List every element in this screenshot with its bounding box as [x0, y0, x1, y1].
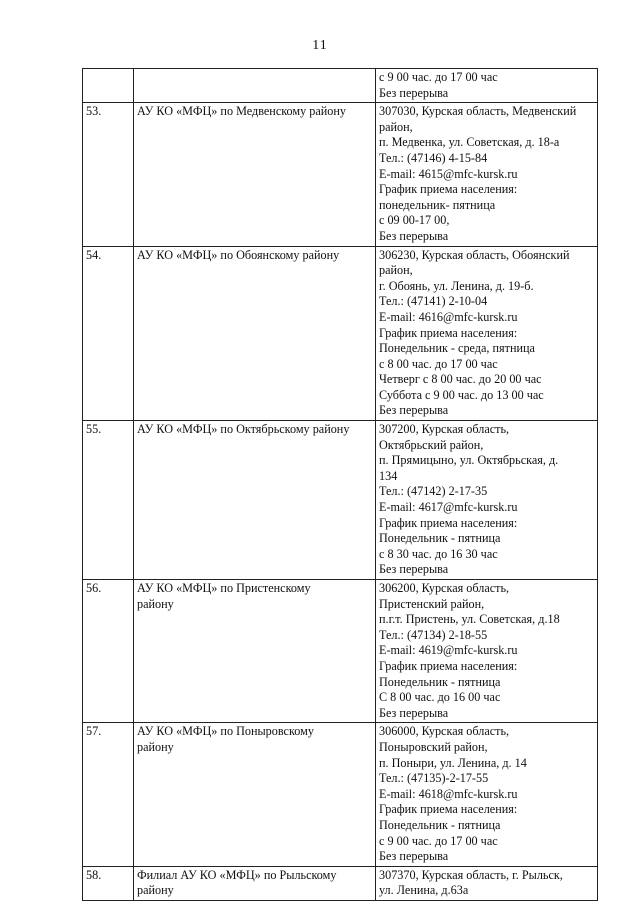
- office-contact-cell: [376, 103, 598, 246]
- office-name-cell: [134, 246, 376, 421]
- office-contact-line: Тел.: (47141) 2-10-04: [379, 294, 488, 309]
- office-name-cell: [134, 69, 376, 103]
- office-contact-line: с 09 00-17 00,: [379, 213, 450, 228]
- table-row: [83, 69, 598, 103]
- office-contact-line: с 8 00 час. до 17 00 час: [379, 356, 498, 371]
- office-contact-line: район,: [379, 263, 413, 278]
- office-contact-line: район,: [379, 119, 413, 134]
- office-name-line: АУ КО «МФЦ» по Медвенскому району: [137, 104, 346, 119]
- office-name-cell: [134, 866, 376, 900]
- office-contact-line: Тел.: (47142) 2-17-35: [379, 484, 488, 499]
- mfc-offices-table: [82, 68, 598, 901]
- office-contact-line: Без перерыва: [379, 228, 449, 243]
- row-number-cell: 56.: [83, 580, 134, 723]
- office-contact-line: Без перерыва: [379, 85, 449, 100]
- office-contact-line: п. Поныри, ул. Ленина, д. 14: [379, 755, 527, 770]
- office-contact-line: Тел.: (47134) 2-18-55: [379, 627, 488, 642]
- office-contact-line: 307200, Курская область,: [379, 422, 510, 437]
- office-contact-cell: [376, 421, 598, 580]
- table-body: [83, 69, 598, 901]
- office-contact-line: Октябрьский район,: [379, 437, 484, 452]
- office-name-cell: [134, 580, 376, 723]
- office-contact-line: Понедельник - среда, пятница: [379, 341, 535, 356]
- office-contact-line: График приема населения:: [379, 182, 518, 197]
- office-contact-line: График приема населения:: [379, 658, 518, 673]
- office-contact-line: С 8 00 час. до 16 00 час: [379, 690, 501, 705]
- office-contact-line: понедельник- пятница: [379, 197, 496, 212]
- row-number-cell: 58.: [83, 866, 134, 900]
- office-contact-line: п. Медвенка, ул. Советская, д. 18-а: [379, 135, 560, 150]
- office-contact-line: Поныровский район,: [379, 739, 488, 754]
- office-contact-cell: [376, 69, 598, 103]
- office-name-line: АУ КО «МФЦ» по Обоянскому району: [137, 247, 340, 262]
- office-contact-line: E-mail: 4616@mfc-kursk.ru: [379, 309, 518, 324]
- office-contact-line: Без перерыва: [379, 705, 449, 720]
- row-number-cell: 54.: [83, 246, 134, 421]
- office-contact-line: 306200, Курская область,: [379, 581, 510, 595]
- office-contact-line: Понедельник - пятница: [379, 674, 501, 689]
- office-name-line: АУ КО «МФЦ» по Октябрьскому району: [137, 422, 350, 437]
- office-name-line: АУ КО «МФЦ» по Поныровскому: [137, 724, 314, 739]
- table-row: [83, 103, 598, 246]
- office-contact-line: 306230, Курская область, Обоянский: [379, 247, 570, 262]
- table-row: [83, 246, 598, 421]
- office-contact-line: с 8 30 час. до 16 30 час: [379, 546, 498, 561]
- office-contact-line: График приема населения:: [379, 802, 518, 817]
- office-name-line: АУ КО «МФЦ» по Пристенскому: [137, 581, 311, 595]
- office-contact-line: п. Прямицыно, ул. Октябрьская, д.: [379, 453, 559, 468]
- office-contact-line: 307030, Курская область, Медвенский: [379, 104, 577, 119]
- office-contact-line: Понедельник - пятница: [379, 531, 501, 546]
- office-contact-line: 307370, Курская область, г. Рыльск,: [379, 867, 563, 882]
- table-row: [83, 866, 598, 900]
- office-contact-line: E-mail: 4615@mfc-kursk.ru: [379, 166, 518, 181]
- row-number-cell: 53.: [83, 103, 134, 246]
- office-name-line: району: [137, 739, 174, 754]
- office-name-cell: [134, 103, 376, 246]
- office-contact-cell: [376, 580, 598, 723]
- office-contact-cell: [376, 246, 598, 421]
- office-contact-line: Без перерыва: [379, 403, 449, 418]
- office-contact-line: 306000, Курская область,: [379, 724, 510, 739]
- office-name-cell: [134, 421, 376, 580]
- table-row: [83, 421, 598, 580]
- office-contact-line: г. Обоянь, ул. Ленина, д. 19-б.: [379, 278, 534, 293]
- office-contact-cell: [376, 723, 598, 866]
- office-contact-line: E-mail: 4619@mfc-kursk.ru: [379, 643, 518, 658]
- office-contact-line: Четверг с 8 00 час. до 20 00 час: [379, 372, 542, 387]
- row-number-cell: 55.: [83, 421, 134, 580]
- office-contact-line: с 9 00 час. до 17 00 час: [379, 833, 498, 848]
- office-contact-line: График приема населения:: [379, 325, 518, 340]
- office-name-line: району: [137, 596, 174, 611]
- office-contact-line: п.г.т. Пристень, ул. Советская, д.18: [379, 612, 560, 627]
- office-contact-line: ул. Ленина, д.63а: [379, 883, 469, 898]
- row-number-cell: [83, 69, 134, 103]
- office-contact-line: Без перерыва: [379, 562, 449, 577]
- office-contact-line: с 9 00 час. до 17 00 час: [379, 70, 498, 84]
- office-contact-line: E-mail: 4618@mfc-kursk.ru: [379, 786, 518, 801]
- row-number-cell: 57.: [83, 723, 134, 866]
- office-contact-line: Суббота с 9 00 час. до 13 00 час: [379, 387, 544, 402]
- office-contact-line: 134: [379, 468, 398, 483]
- office-contact-line: Без перерыва: [379, 849, 449, 864]
- office-contact-line: Тел.: (47135)-2-17-55: [379, 771, 489, 786]
- page-number: 11: [312, 38, 328, 53]
- office-contact-line: Пристенский район,: [379, 596, 485, 611]
- office-name-line: району: [137, 883, 174, 898]
- office-name-cell: [134, 723, 376, 866]
- table-row: [83, 723, 598, 866]
- office-contact-line: График приема населения:: [379, 515, 518, 530]
- office-contact-cell: [376, 866, 598, 900]
- office-name-line: Филиал АУ КО «МФЦ» по Рыльскому: [137, 867, 337, 882]
- office-contact-line: Понедельник - пятница: [379, 817, 501, 832]
- office-contact-line: Тел.: (47146) 4-15-84: [379, 150, 488, 165]
- office-contact-line: E-mail: 4617@mfc-kursk.ru: [379, 500, 518, 515]
- table-row: [83, 580, 598, 723]
